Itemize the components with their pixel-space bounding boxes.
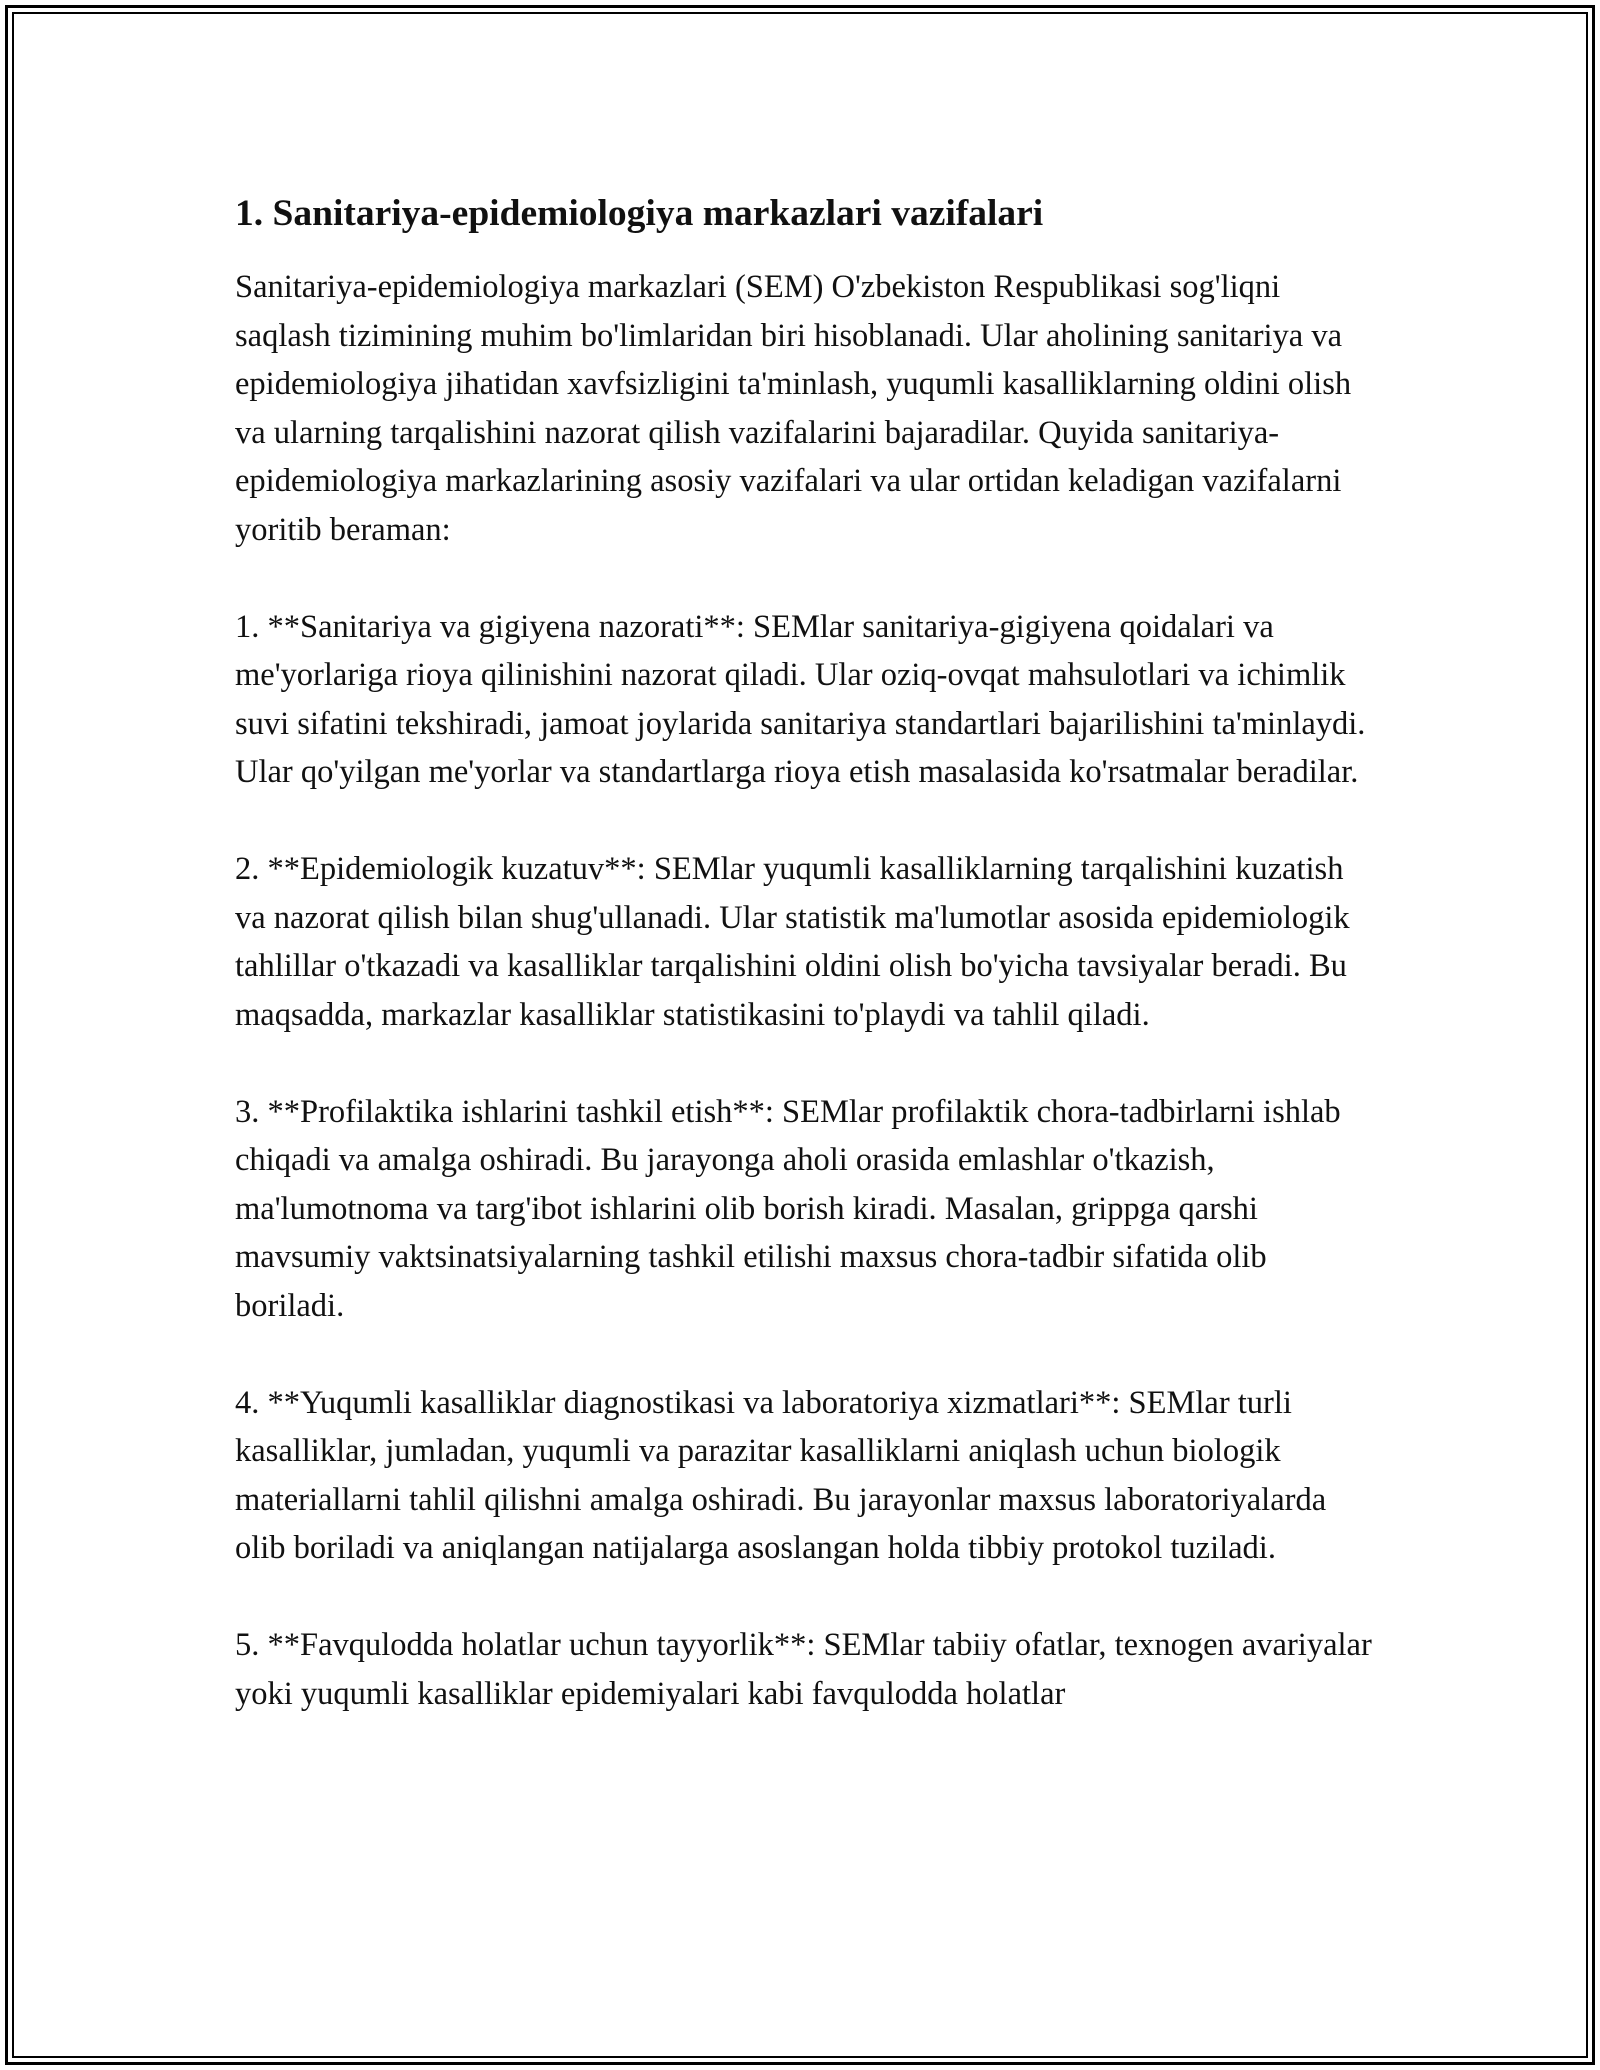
list-item-emergency-preparedness: 5. **Favqulodda holatlar uchun tayyorlik**: SEMlar tabiiy ofatlar, texnogen avariyalar yoki yuqumli kasalliklar epidemiyalari kabi favqulodda holatlar [235,1627,1372,1712]
page-title: 1. Sanitariya-epidemiologiya markazlari vazifalari [235,193,1044,234]
list-item-laboratory-services: 4. **Yuqumli kasalliklar diagnostikasi va laboratoriya xizmatlari**: SEMlar turli kasalliklar, jumladan, yuqumli va parazitar kasalliklarni aniqlash uchun biologik materiallarni tahlil qilishni amalga oshiradi. Bu jarayonlar maxsus laboratoriyalarda olib boriladi va aniqlangan natijalarga asoslangan holda tibbiy protokol tuziladi. [235,1384,1327,1566]
list-item-prevention: 3. **Profilaktika ishlarini tashkil etish**: SEMlar profilaktik chora-tadbirlarni ishlab chiqadi va amalga oshiradi. Bu jarayonga aholi orasida emlashlar o'tkazish, ma'lumotnoma va targ'ibot ishlarini olib borish kiradi. Masalan, grippga qarshi mavsumiy vaktsinatsiyalarning tashkil etilishi maxsus chora-tadbir sifatida olib boriladi. [235,1093,1341,1324]
list-item-epidemiological-surveillance: 2. **Epidemiologik kuzatuv**: SEMlar yuqumli kasalliklarning tarqalishini kuzatish va nazorat qilish bilan shug'ullanadi. Ular statistik ma'lumotlar asosida epidemiologik tahlillar o'tkazadi va kasalliklar tarqalishini oldini olish bo'yicha tavsiyalar beradi. Bu maqsadda, markazlar kasalliklar statistikasini to'playdi va tahlil qiladi. [235,851,1350,1033]
document-body [235,190,1375,1767]
list-item-sanitary-control: 1. **Sanitariya va gigiyena nazorati**: SEMlar sanitariya-gigiyena qoidalari va me'yorlariga rioya qilinishini nazorat qiladi. Ular oziq-ovqat mahsulotlari va ichimlik suvi sifatini tekshiradi, jamoat joylarida sanitariya standartlari bajarilishini ta'minlaydi. Ular qo'yilgan me'yorlar va standartlarga rioya etish masalasida ko'rsatmalar beradilar. [235,608,1366,790]
intro-paragraph: Sanitariya-epidemiologiya markazlari (SEM) O'zbekiston Respublikasi sog'liqni saqlash tizimining muhim bo'limlaridan biri hisoblanadi. Ular aholining sanitariya va epidemiologiya jihatidan xavfsizligini ta'minlash, yuqumli kasalliklarning oldini olish va ularning tarqalishini nazorat qilish vazifalarini bajaradilar. Quyida sanitariya-epidemiologiya markazlarining asosiy vazifalari va ular ortidan keladigan vazifalarni yoritib beraman: [235,269,1352,548]
